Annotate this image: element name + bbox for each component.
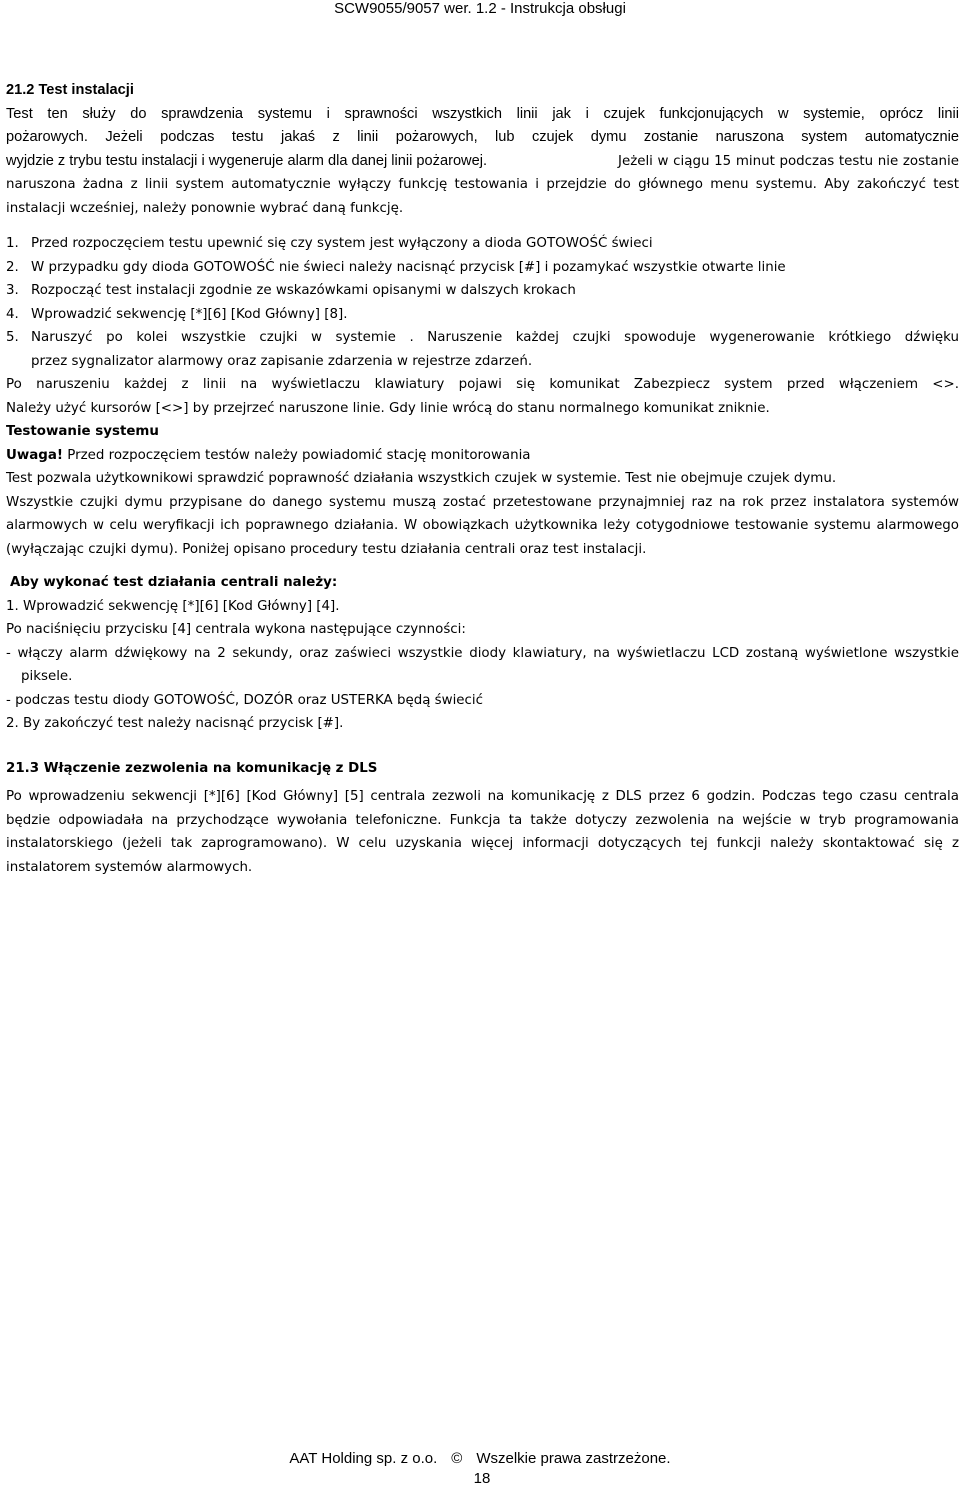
paragraph: Wszystkie czujki dymu przypisane do danego systemu muszą zostać przetestowane przynajmniej raz na rok przez instalatora systemów alarmowych w celu weryfikacji ich poprawnego działania. W obowiązkach użytkownika leży cotygodniowe testowanie systemu alarmowego (wyłączając czujki dymu). Poniżej opisano procedury testu działania centrali oraz test instalacji. xyxy=(6,494,959,557)
running-header: SCW9055/9057 wer. 1.2 - Instrukcja obsługi xyxy=(334,0,626,17)
copyright-icon: © xyxy=(451,1450,463,1467)
paragraph-line: Po naruszeniu każdej z linii na wyświetlaczu klawiatury pojawi się komunikat Zabezpiecz system przed włączeniem <>. xyxy=(6,377,959,392)
list-item xyxy=(6,279,959,303)
list-item xyxy=(6,232,959,256)
list-item-continuation: przez sygnalizator alarmowy oraz zapisanie zdarzenia w rejestrze zdarzeń. xyxy=(31,353,533,369)
page-number: 18 xyxy=(473,1470,491,1487)
paragraph: Po wprowadzeniu sekwencji [*][6] [Kod Główny] [5] centrala zezwoli na komunikację z DLS przez 6 godzin. Podczas tego czasu centrala będzie odpowiadała na przychodzące wywołania telefoniczne. Funkcja ta także dotyczy zezwolenia na wejście w tryb programowania instalatorskiego (jeżeli tak zaprogramowano). W celu uzyskania więcej informacji dotyczących tej funkcji należy skontaktować się z instalatorem systemów alarmowych. xyxy=(6,789,959,875)
list-number: 1. xyxy=(6,236,19,251)
footer-company: AAT Holding sp. z o.o. xyxy=(289,1450,438,1467)
warning-text: Przed rozpoczęciem testów należy powiadomić stację monitorowania xyxy=(63,447,531,463)
dash-item: - włączy alarm dźwiękowy na 2 sekundy, oraz zaświeci wszystkie diody klawiatury, na wyświetlaczu LCD zostaną wyświetlone wszystkie piksele. xyxy=(6,645,959,684)
list-text: Naruszyć po kolei wszystkie czujki w systemie . Naruszenie każdej czujki spowoduje wygenerowanie krótkiego dźwięku xyxy=(31,330,959,345)
section-title-test-instalacji: 21.2 Test instalacji xyxy=(6,82,134,98)
list-item xyxy=(6,256,959,280)
install-test-steps xyxy=(6,232,959,420)
list-text: Przed rozpoczęciem testu upewnić się czy system jest wyłączony a dioda GOTOWOŚĆ świeci xyxy=(31,236,653,251)
paragraph-line: pożarowych. Jeżeli podczas testu jakaś z linii pożarowych, lub czujek dymu zostanie naruszona system automatycznie xyxy=(6,129,959,145)
page-content xyxy=(6,79,959,879)
dash-item: - podczas testu diody GOTOWOŚĆ, DOZÓR oraz USTERKA będą świecić xyxy=(6,692,483,708)
warning-label: Uwaga! xyxy=(6,447,64,463)
list-number: 4. xyxy=(6,306,19,322)
paragraph: Po naciśnięciu przycisku [4] centrala wykona następujące czynności: xyxy=(6,622,466,637)
list-text: Rozpocząć test instalacji zgodnie ze wskazówkami opisanymi w dalszych krokach xyxy=(31,283,576,298)
subsection-title: Aby wykonać test działania centrali należy: xyxy=(10,575,338,590)
list-number: 3. xyxy=(6,283,19,298)
list-text: Wprowadzić sekwencję [*][6] [Kod Główny] [8]. xyxy=(31,306,348,322)
list-text: W przypadku gdy dioda GOTOWOŚĆ nie świeci należy nacisnąć przycisk [#] i pozamykać wszystkie otwarte linie xyxy=(31,259,786,275)
section-title-dls: 21.3 Włączenie zezwolenia na komunikację z DLS xyxy=(6,760,378,776)
list-item xyxy=(6,303,959,327)
list-number: 2. xyxy=(6,259,19,275)
paragraph-line: wyjdzie z trybu testu instalacji i wygeneruje alarm dla danej linii pożarowej. xyxy=(6,152,488,169)
list-item xyxy=(6,326,959,350)
paragraph: Jeżeli w ciągu 15 minut podczas testu nie zostanie naruszona żadna z linii system automatycznie wyłączy funkcję testowania i przejdzie do głównego menu systemu. Aby zakończyć test instalacji wcześniej, należy ponownie wybrać daną funkcję. xyxy=(6,153,959,216)
footer-rights: Wszelkie prawa zastrzeżone. xyxy=(476,1450,671,1467)
paragraph-line: Test ten służy do sprawdzenia systemu i sprawności wszystkich linii jak i czujek funkcjonujących w systemie, oprócz linii xyxy=(6,105,959,122)
paragraph: Test pozwala użytkownikowi sprawdzić poprawność działania wszystkich czujek w systemie. Test nie obejmuje czujek dymu. xyxy=(6,471,837,486)
step-line: 2. By zakończyć test należy nacisnąć przycisk [#]. xyxy=(6,716,344,731)
section-title-testowanie-systemu: Testowanie systemu xyxy=(6,424,159,439)
page-footer xyxy=(0,1450,960,1468)
paragraph-line: Należy użyć kursorów [<>] by przejrzeć naruszone linie. Gdy linie wrócą do stanu normalnego komunikat zniknie. xyxy=(6,400,770,416)
step-line: 1. Wprowadzić sekwencję [*][6] [Kod Główny] [4]. xyxy=(6,598,340,614)
list-number: 5. xyxy=(6,330,19,345)
warning-line xyxy=(6,444,959,468)
